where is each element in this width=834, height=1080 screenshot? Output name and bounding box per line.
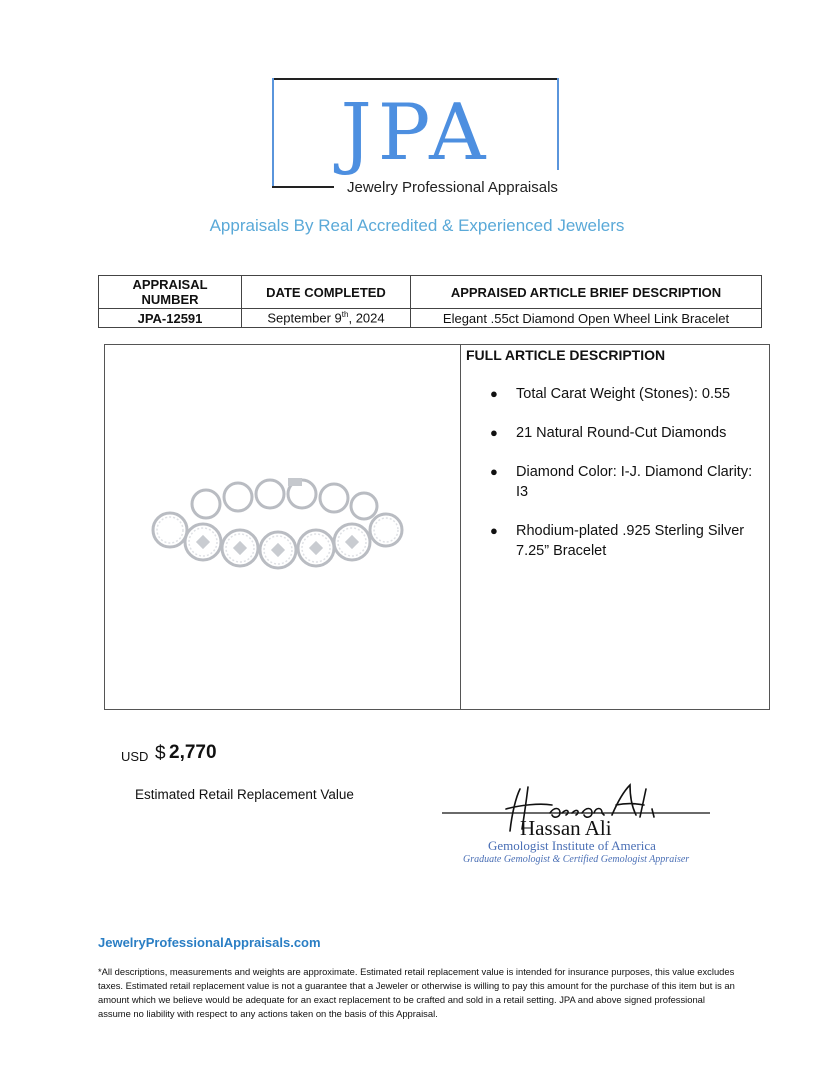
appraiser-institution: Gemologist Institute of America	[488, 838, 656, 853]
bullet-icon: ●	[490, 425, 498, 440]
date-completed	[242, 309, 411, 328]
bracelet-image	[148, 470, 418, 580]
bullet-icon: ●	[490, 464, 498, 479]
description-item-text: Rhodium-plated .925 Sterling Silver 7.25” Bracelet	[516, 523, 745, 559]
table-header-row	[99, 276, 762, 309]
description-item-text: Diamond Color: I-J. Diamond Clarity: I3	[516, 464, 753, 500]
header-brief-description: APPRAISED ARTICLE BRIEF DESCRIPTION	[411, 276, 762, 309]
website-link[interactable]: JewelryProfessionalAppraisals.com	[98, 935, 321, 950]
brief-description: Elegant .55ct Diamond Open Wheel Link Bracelet	[411, 309, 762, 328]
header-appraisal-number: APPRAISAL NUMBER	[99, 276, 242, 309]
list-item	[466, 423, 756, 443]
value-amount: 2,770	[169, 742, 217, 763]
table-row	[99, 309, 762, 328]
appraisal-info-table	[98, 275, 762, 328]
list-item	[466, 521, 756, 561]
list-item	[466, 384, 756, 404]
tagline: Appraisals By Real Accredited & Experienced Jewelers	[209, 216, 625, 235]
full-description-list	[466, 384, 756, 580]
full-description-heading: FULL ARTICLE DESCRIPTION	[466, 347, 666, 363]
logo-subtitle: Jewelry Professional Appraisals	[347, 179, 558, 196]
header-date-completed: DATE COMPLETED	[242, 276, 411, 309]
bullet-icon: ●	[490, 523, 498, 538]
value-caption: Estimated Retail Replacement Value	[135, 787, 354, 802]
description-item-text: 21 Natural Round-Cut Diamonds	[516, 425, 727, 441]
appraiser-name: Hassan Ali	[520, 816, 612, 840]
value-symbol: $	[155, 743, 166, 764]
article-box-divider	[460, 344, 461, 710]
logo-letters: JPA	[340, 88, 492, 178]
list-item	[466, 462, 756, 502]
bullet-icon: ●	[490, 386, 498, 401]
date-year: , 2024	[348, 310, 385, 326]
disclaimer-text: *All descriptions, measurements and weights are approximate. Estimated retail replacement value is intended for insurance purposes, this value excludes taxes. Estimated retail replacement value is not a guarantee that a Jeweler or otherwise is willing to pay this amount for the purchase of this item but is an amount which we believe would be adequate for an exact replacement to be crafted and sold in a retail setting. JPA and above signed professional assume no liability with respect to any actions taken on the basis of this Appraisal.	[98, 966, 735, 1019]
appraiser-title: Graduate Gemologist & Certified Gemologist Appraiser	[463, 854, 690, 865]
value-currency: USD	[121, 749, 149, 764]
date-ordinal: th	[341, 310, 349, 320]
description-item-text: Total Carat Weight (Stones): 0.55	[516, 386, 731, 402]
appraisal-number: JPA-12591	[99, 309, 242, 328]
date-day: September 9	[267, 310, 342, 326]
